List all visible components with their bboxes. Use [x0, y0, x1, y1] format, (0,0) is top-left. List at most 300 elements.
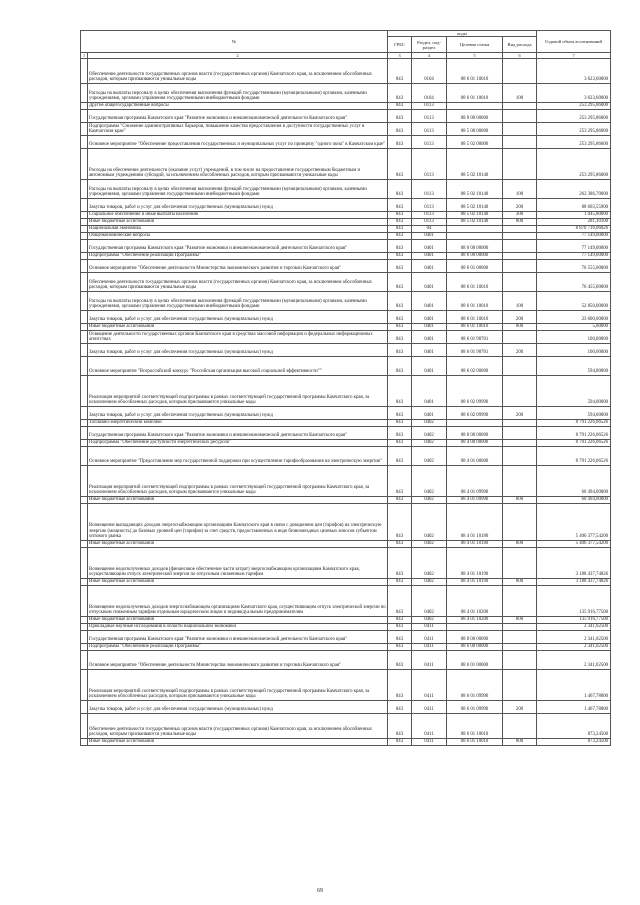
row-name-cell: Государственная программа Камчатского края "Развитие экономики и внешнеэкономической деятельности Камчатского края": [88, 110, 388, 123]
row-index-cell: [81, 548, 88, 579]
row-vr-cell: [503, 670, 537, 701]
row-vr-cell: [503, 548, 537, 579]
table-row: [81, 240, 611, 253]
row-vr-cell: 200: [503, 311, 537, 324]
row-name-cell: Иные бюджетные ассигнования: [88, 739, 388, 746]
row-vr-cell: [503, 644, 537, 651]
row-csr-cell: [447, 624, 503, 631]
row-grbs-cell: 843: [388, 631, 412, 644]
table-row: [81, 123, 611, 136]
row-csr-cell: 08 6 01 10010: [447, 292, 503, 311]
row-vr-cell: [503, 123, 537, 136]
row-name-cell: Закупка товаров, работ и услуг для обеспечения государственных (муниципальных) нужд: [88, 199, 388, 212]
row-index-cell: [81, 701, 88, 714]
row-vr-cell: 300: [503, 212, 537, 219]
header-grbs: ГРБС: [388, 37, 412, 53]
row-index-cell: [81, 226, 88, 233]
row-grbs-cell: 843: [388, 504, 412, 541]
table-row: [81, 624, 611, 631]
index-cell: 7: [537, 53, 611, 59]
row-index-cell: [81, 579, 88, 586]
row-index-cell: [81, 311, 88, 324]
row-sum-cell: 281,10100: [537, 219, 611, 226]
row-name-cell: Закупка товаров, работ и услуг для обеспечения государственных (муниципальных) нужд: [88, 701, 388, 714]
row-sum-cell: 135 916,77500: [537, 617, 611, 624]
row-razdel-cell: 0402: [412, 420, 447, 427]
table-row: [81, 420, 611, 427]
row-index-cell: [81, 440, 88, 447]
row-index-cell: [81, 344, 88, 357]
row-grbs-cell: 843: [388, 701, 412, 714]
row-sum-cell: 100,00000: [537, 344, 611, 357]
budget-table: [80, 30, 611, 746]
row-razdel-cell: 0411: [412, 631, 447, 644]
row-sum-cell: 3 623,60000: [537, 59, 611, 84]
row-grbs-cell: 843: [388, 260, 412, 273]
row-index-cell: [81, 617, 88, 624]
row-sum-cell: 3 188 437,74826: [537, 579, 611, 586]
row-csr-cell: 08 4 01 10180: [447, 541, 503, 548]
row-vr-cell: 800: [503, 541, 537, 548]
row-grbs-cell: 843: [388, 739, 412, 746]
row-csr-cell: 08 6 01 10010: [447, 59, 503, 84]
row-index-cell: [81, 180, 88, 199]
table-row: [81, 670, 611, 701]
row-name-cell: Подпрограмма "Снижение административных барьеров, повышение качества предоставления и доступности государственных услуг в Камчатском крае": [88, 123, 388, 136]
row-vr-cell: [503, 59, 537, 84]
row-sum-cell: 253 295,86000: [537, 123, 611, 136]
row-grbs-cell: 843: [388, 670, 412, 701]
row-grbs-cell: 843: [388, 357, 412, 376]
row-csr-cell: 08 5 02 10140: [447, 212, 503, 219]
row-name-cell: Государственная программа Камчатского края "Развитие экономики и внешнеэкономической деятельности Камчатского края": [88, 240, 388, 253]
table-row: [81, 644, 611, 651]
row-vr-cell: [503, 357, 537, 376]
row-vr-cell: [503, 253, 537, 260]
row-razdel-cell: 04: [412, 226, 447, 233]
table-row: [81, 376, 611, 407]
row-razdel-cell: 0402: [412, 447, 447, 466]
table-row: [81, 586, 611, 617]
row-sum-cell: 60 494,00000: [537, 497, 611, 504]
table-row: [81, 407, 611, 420]
row-razdel-cell: 0401: [412, 233, 447, 240]
row-name-cell: Освещение деятельности государственных органов Камчатского края в средствах массовой информации и федеральных информационных агентствах: [88, 331, 388, 344]
row-index-cell: [81, 59, 88, 84]
row-grbs-cell: 843: [388, 624, 412, 631]
row-name-cell: Основное мероприятие "Обеспечение деятельности Министерства экономического развития и торговли Камчатского края": [88, 651, 388, 670]
row-grbs-cell: 843: [388, 497, 412, 504]
header-vr: Вид расхода: [503, 37, 537, 53]
table-row: [81, 331, 611, 344]
row-razdel-cell: 0401: [412, 292, 447, 311]
row-csr-cell: 08 0 00 00000: [447, 240, 503, 253]
row-razdel-cell: 0401: [412, 324, 447, 331]
row-razdel-cell: 0411: [412, 644, 447, 651]
row-index-cell: [81, 324, 88, 331]
table-row: [81, 212, 611, 219]
row-razdel-cell: 0402: [412, 440, 447, 447]
row-razdel-cell: 0401: [412, 253, 447, 260]
row-name-cell: Основное мероприятие "Обеспечение предоставления государственных и муниципальных услуг по принципу "одного окна" в Камчатском крае": [88, 136, 388, 149]
row-razdel-cell: 0402: [412, 617, 447, 624]
row-grbs-cell: 843: [388, 292, 412, 311]
table-row: [81, 427, 611, 440]
row-name-cell: Иные бюджетные ассигнования: [88, 324, 388, 331]
row-index-cell: [81, 136, 88, 149]
row-sum-cell: 2 341,02500: [537, 644, 611, 651]
row-csr-cell: 08 5 02 10140: [447, 199, 503, 212]
row-name-cell: Общеэкономические вопросы: [88, 233, 388, 240]
row-grbs-cell: 843: [388, 440, 412, 447]
table-row: [81, 497, 611, 504]
row-razdel-cell: 0411: [412, 739, 447, 746]
row-vr-cell: [503, 260, 537, 273]
table-row: [81, 344, 611, 357]
row-index-cell: [81, 84, 88, 103]
row-csr-cell: 08 4 01 00000: [447, 447, 503, 466]
row-razdel-cell: 0411: [412, 701, 447, 714]
row-sum-cell: 77 149,00000: [537, 253, 611, 260]
row-razdel-cell: 0411: [412, 651, 447, 670]
row-index-cell: [81, 497, 88, 504]
row-index-cell: [81, 631, 88, 644]
row-grbs-cell: 843: [388, 226, 412, 233]
table-row: [81, 548, 611, 579]
row-name-cell: Топливно-энергетический комплекс: [88, 420, 388, 427]
row-csr-cell: 08 4 01 10190: [447, 579, 503, 586]
row-sum-cell: 2 341,02500: [537, 651, 611, 670]
row-vr-cell: [503, 651, 537, 670]
row-sum-cell: 1 467,78000: [537, 670, 611, 701]
table-row: [81, 110, 611, 123]
row-index-cell: [81, 219, 88, 226]
row-sum-cell: 88 603,55900: [537, 199, 611, 212]
row-name-cell: Обеспечение деятельности государственных органов власти (государственных органов) Камчатского края, за исключением обособленных расходов, которым присваиваются уникальные коды: [88, 273, 388, 292]
row-csr-cell: 08 6 00 00000: [447, 644, 503, 651]
row-sum-cell: 5 406 377,54200: [537, 504, 611, 541]
row-index-cell: [81, 624, 88, 631]
row-name-cell: Иные бюджетные ассигнования: [88, 579, 388, 586]
row-csr-cell: 08 5 02 00000: [447, 136, 503, 149]
row-index-cell: [81, 103, 88, 110]
row-sum-cell: 3 623,60000: [537, 84, 611, 103]
row-razdel-cell: 0401: [412, 331, 447, 344]
row-vr-cell: 200: [503, 199, 537, 212]
row-name-cell: Расходы на обеспечение деятельности (оказание услуг) учреждений, в том числе на предоставление государственным бюджетным и автономным учреждениям субсидий, за исключением обособленных расходов, которым присваиваются уникальные коды: [88, 149, 388, 180]
row-grbs-cell: 843: [388, 466, 412, 497]
row-index-cell: [81, 541, 88, 548]
row-sum-cell: 253 295,86000: [537, 103, 611, 110]
row-razdel-cell: 0401: [412, 240, 447, 253]
row-razdel-cell: 0411: [412, 714, 447, 739]
row-index-cell: [81, 357, 88, 376]
table-row: [81, 233, 611, 240]
row-csr-cell: 08 4 00 00000: [447, 440, 503, 447]
row-razdel-cell: 0402: [412, 504, 447, 541]
table-row: [81, 260, 611, 273]
row-name-cell: Иные бюджетные ассигнования: [88, 219, 388, 226]
row-name-cell: Национальная экономика: [88, 226, 388, 233]
row-csr-cell: 08 6 01 10010: [447, 273, 503, 292]
table-row: [81, 651, 611, 670]
row-razdel-cell: 0113: [412, 110, 447, 123]
row-sum-cell: 253 295,86000: [537, 110, 611, 123]
row-vr-cell: [503, 420, 537, 427]
row-razdel-cell: 0401: [412, 273, 447, 292]
row-grbs-cell: 843: [388, 376, 412, 407]
table-row: [81, 324, 611, 331]
row-csr-cell: 08 0 00 00000: [447, 427, 503, 440]
row-csr-cell: 08 4 01 10200: [447, 617, 503, 624]
row-grbs-cell: 843: [388, 407, 412, 420]
row-vr-cell: [503, 631, 537, 644]
row-sum-cell: 253 295,86000: [537, 136, 611, 149]
row-grbs-cell: 843: [388, 651, 412, 670]
row-name-cell: Основное мероприятие "Обеспечение деятельности Министерства экономического развития и торговли Камчатского края": [88, 260, 388, 273]
index-cell: 2: [88, 53, 388, 59]
row-sum-cell: 2 341,02500: [537, 631, 611, 644]
row-razdel-cell: 0113: [412, 136, 447, 149]
table-row: [81, 311, 611, 324]
row-name-cell: Возмещение выпадающих доходов энергоснабжающим организациям Камчатского края в связи с доведением цен (тарифов) на электрическую энергию (мощность) до базовых уровней цен (тарифов) за счет средств, предоставленных в виде безвозмездных целевых взносов субъектом оптового рынка: [88, 504, 388, 541]
row-grbs-cell: 843: [388, 136, 412, 149]
row-vr-cell: [503, 586, 537, 617]
row-grbs-cell: 843: [388, 123, 412, 136]
row-csr-cell: 08 6 01 00000: [447, 651, 503, 670]
row-sum-cell: 873,24500: [537, 739, 611, 746]
row-index-cell: [81, 504, 88, 541]
row-csr-cell: 08 6 01 98701: [447, 344, 503, 357]
row-name-cell: Государственная программа Камчатского края "Развитие экономики и внешнеэкономической деятельности Камчатского края": [88, 427, 388, 440]
row-vr-cell: 800: [503, 579, 537, 586]
table-row: [81, 504, 611, 541]
index-cell: 1: [81, 53, 88, 59]
row-csr-cell: 08 6 01 00000: [447, 260, 503, 273]
row-name-cell: Другие общегосударственные вопросы: [88, 103, 388, 110]
table-body: [81, 59, 611, 746]
row-csr-cell: 08 6 01 10010: [447, 714, 503, 739]
row-index-cell: [81, 376, 88, 407]
row-vr-cell: [503, 427, 537, 440]
row-razdel-cell: 0411: [412, 624, 447, 631]
row-csr-cell: [447, 420, 503, 427]
row-index-cell: [81, 670, 88, 701]
row-vr-cell: 800: [503, 497, 537, 504]
row-csr-cell: 08 5 02 10140: [447, 149, 503, 180]
row-csr-cell: 08 4 01 10180: [447, 504, 503, 541]
row-csr-cell: 08 5 02 10140: [447, 180, 503, 199]
row-sum-cell: 1 045,80000: [537, 212, 611, 219]
row-razdel-cell: 0401: [412, 344, 447, 357]
row-vr-cell: [503, 376, 537, 407]
table-row: [81, 579, 611, 586]
row-csr-cell: 08 6 01 10010: [447, 311, 503, 324]
row-csr-cell: 08 0 00 00000: [447, 631, 503, 644]
row-sum-cell: 77 149,00000: [537, 233, 611, 240]
row-grbs-cell: 843: [388, 212, 412, 219]
row-razdel-cell: 0113: [412, 149, 447, 180]
row-razdel-cell: 0401: [412, 376, 447, 407]
row-name-cell: Иные бюджетные ассигнования: [88, 541, 388, 548]
row-sum-cell: 8 791 226,06526: [537, 440, 611, 447]
row-csr-cell: 08 4 01 09990: [447, 497, 503, 504]
row-name-cell: Возмещение недополученных доходов (финансовое обеспечение части затрат) энергоснабжающим организациям Камчатского края, осуществляющим отпуск электрической энергии по отпускным сниженным тарифам: [88, 548, 388, 579]
row-grbs-cell: 843: [388, 311, 412, 324]
row-sum-cell: 76 555,00000: [537, 260, 611, 273]
row-grbs-cell: 843: [388, 273, 412, 292]
row-vr-cell: 100: [503, 180, 537, 199]
table-row: [81, 253, 611, 260]
row-sum-cell: 100,00000: [537, 331, 611, 344]
row-vr-cell: [503, 240, 537, 253]
row-vr-cell: [503, 273, 537, 292]
row-name-cell: Иные бюджетные ассигнования: [88, 497, 388, 504]
row-csr-cell: 08 6 01 98701: [447, 331, 503, 344]
row-index-cell: [81, 739, 88, 746]
row-index-cell: [81, 714, 88, 739]
row-index-cell: [81, 123, 88, 136]
row-vr-cell: [503, 110, 537, 123]
table-row: [81, 149, 611, 180]
row-razdel-cell: 0401: [412, 260, 447, 273]
row-csr-cell: 08 0 00 00000: [447, 110, 503, 123]
row-vr-cell: [503, 226, 537, 233]
table-row: [81, 59, 611, 84]
row-razdel-cell: 0402: [412, 466, 447, 497]
row-sum-cell: 253 295,86000: [537, 149, 611, 180]
row-sum-cell: 594,00000: [537, 376, 611, 407]
row-index-cell: [81, 212, 88, 219]
budget-table-sheet: [80, 30, 610, 746]
row-csr-cell: [447, 233, 503, 240]
row-name-cell: Подпрограмма "Обеспечение реализации Программы": [88, 644, 388, 651]
table-row: [81, 180, 611, 199]
row-sum-cell: 262 386,70000: [537, 180, 611, 199]
row-index-cell: [81, 240, 88, 253]
row-vr-cell: [503, 714, 537, 739]
row-grbs-cell: 843: [388, 219, 412, 226]
row-sum-cell: 8 791 226,06526: [537, 447, 611, 466]
row-grbs-cell: 843: [388, 233, 412, 240]
row-grbs-cell: 843: [388, 199, 412, 212]
row-vr-cell: [503, 466, 537, 497]
index-cell: 6: [503, 53, 537, 59]
row-grbs-cell: 843: [388, 240, 412, 253]
table-row: [81, 447, 611, 466]
row-csr-cell: 08 6 02 09990: [447, 407, 503, 420]
row-grbs-cell: 843: [388, 579, 412, 586]
row-vr-cell: 200: [503, 407, 537, 420]
row-csr-cell: 08 4 01 10200: [447, 586, 503, 617]
row-name-cell: Реализация мероприятий соответствующей подпрограммы в рамках соответствующей государственной программы Камчатского края, за исключением обособленных расходов, которым присваиваются уникальные коды: [88, 376, 388, 407]
table-row: [81, 292, 611, 311]
table-row: [81, 617, 611, 624]
row-grbs-cell: 843: [388, 548, 412, 579]
row-grbs-cell: 843: [388, 344, 412, 357]
row-grbs-cell: 843: [388, 447, 412, 466]
row-index-cell: [81, 292, 88, 311]
row-grbs-cell: 843: [388, 149, 412, 180]
row-razdel-cell: 0113: [412, 219, 447, 226]
row-csr-cell: [447, 226, 503, 233]
row-name-cell: Расходы на выплаты персоналу в целях обеспечения выполнения функций государственными (муниципальными) органами, казенными учреждениями, органами управления государственными внебюджетными фондами: [88, 84, 388, 103]
row-razdel-cell: 0113: [412, 103, 447, 110]
row-name-cell: Реализация мероприятий соответствующей подпрограммы в рамках соответствующей государственной программы Камчатского края, за исключением обособленных расходов, которым присваиваются уникальные коды: [88, 466, 388, 497]
row-sum-cell: 135 916,77500: [537, 586, 611, 617]
row-index-cell: [81, 199, 88, 212]
index-cell: 5: [447, 53, 503, 59]
row-sum-cell: 5,00000: [537, 324, 611, 331]
row-vr-cell: [503, 447, 537, 466]
row-vr-cell: [503, 624, 537, 631]
row-name-cell: Возмещение недополученных доходов энергоснабжающим организациям Камчатского края, осуществляющим отпуск электрической энергии по отпускным сниженным тарифам отдельным юридическим лицам и индивидуальным предпринимателям: [88, 586, 388, 617]
row-csr-cell: 08 6 01 09990: [447, 701, 503, 714]
row-vr-cell: 100: [503, 84, 537, 103]
row-index-cell: [81, 420, 88, 427]
table-row: [81, 273, 611, 292]
row-grbs-cell: 843: [388, 617, 412, 624]
row-sum-cell: 594,00000: [537, 357, 611, 376]
row-vr-cell: 800: [503, 219, 537, 226]
table-row: [81, 631, 611, 644]
row-csr-cell: 08 4 01 10190: [447, 548, 503, 579]
row-grbs-cell: 843: [388, 420, 412, 427]
row-vr-cell: 200: [503, 344, 537, 357]
row-index-cell: [81, 427, 88, 440]
row-vr-cell: [503, 136, 537, 149]
row-razdel-cell: 0401: [412, 407, 447, 420]
row-vr-cell: [503, 233, 537, 240]
header-volume: Годовой объем ассигнований: [537, 31, 611, 53]
row-name-cell: Обеспечение деятельности государственных органов власти (государственных органов) Камчатского края, за исключением обособленных расходов, которым присваиваются уникальные коды: [88, 59, 388, 84]
table-row: [81, 541, 611, 548]
table-row: [81, 103, 611, 110]
table-row: [81, 714, 611, 739]
index-cell: 4: [412, 53, 447, 59]
row-razdel-cell: 0402: [412, 579, 447, 586]
row-sum-cell: 1 467,78000: [537, 701, 611, 714]
row-sum-cell: 8 791 226,06526: [537, 427, 611, 440]
row-grbs-cell: 843: [388, 110, 412, 123]
row-grbs-cell: 843: [388, 324, 412, 331]
row-razdel-cell: 0113: [412, 199, 447, 212]
row-sum-cell: 76 455,00000: [537, 273, 611, 292]
row-sum-cell: 23 600,00000: [537, 311, 611, 324]
row-grbs-cell: 843: [388, 84, 412, 103]
row-index-cell: [81, 110, 88, 123]
row-csr-cell: 08 6 02 09990: [447, 376, 503, 407]
index-cell: 3: [388, 53, 412, 59]
row-name-cell: Расходы на выплаты персоналу в целях обеспечения выполнения функций государственными (муниципальными) органами, казенными учреждениями, органами управления государственными внебюджетными фондами: [88, 292, 388, 311]
row-grbs-cell: 843: [388, 714, 412, 739]
row-index-cell: [81, 466, 88, 497]
table-row: [81, 739, 611, 746]
table-row: [81, 199, 611, 212]
row-sum-cell: 5 406 377,54200: [537, 541, 611, 548]
row-name-cell: Иные бюджетные ассигнования: [88, 617, 388, 624]
row-csr-cell: 08 4 01 09990: [447, 466, 503, 497]
row-vr-cell: 800: [503, 324, 537, 331]
row-vr-cell: 800: [503, 739, 537, 746]
row-name-cell: Расходы на выплаты персоналу в целях обеспечения выполнения функций государственными (муниципальными) органами, казенными учреждениями, органами управления государственными внебюджетными фондами: [88, 180, 388, 199]
row-index-cell: [81, 273, 88, 292]
row-grbs-cell: 843: [388, 331, 412, 344]
row-sum-cell: 77 149,00000: [537, 240, 611, 253]
row-csr-cell: 08 5 00 00000: [447, 123, 503, 136]
row-razdel-cell: 0104: [412, 84, 447, 103]
header-csr: Целевая статья: [447, 37, 503, 53]
